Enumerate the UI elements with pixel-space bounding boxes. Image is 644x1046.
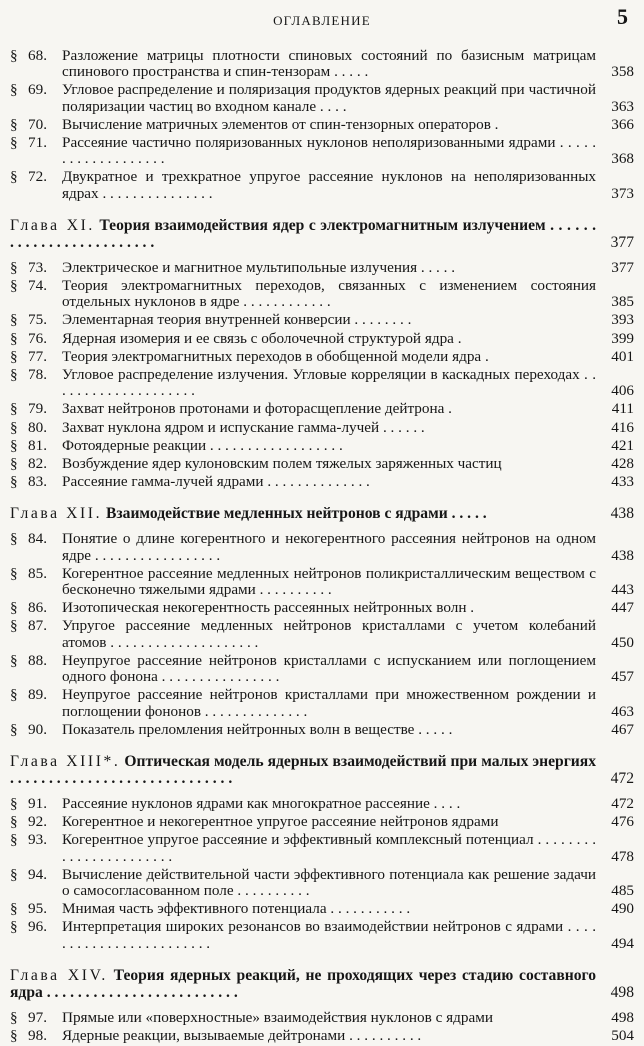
entry-title: Показатель преломления нейтронных волн в веществе . . . . . [62,720,453,738]
section-sign: § [10,277,18,295]
entry-body [62,135,634,167]
section-number [10,401,62,417]
entry-title: Рассеяние гамма-лучей ядрами . . . . . . . . . . . . . . [62,473,370,491]
entry-title: Когерентное упругое рассеяние и эффективный комплексный потенциал . . . . . . . . . . . . . . . . . . . . . . . [62,831,596,865]
section-num: 74. [28,277,47,295]
section-num: 87. [28,617,47,635]
section-sign: § [10,831,18,849]
section-number [10,687,62,703]
section-num: 82. [28,455,47,473]
section-num: 80. [28,418,47,436]
page-header [0,0,644,36]
entry-page: 368 [611,150,634,168]
section-num: 93. [28,831,47,849]
section-sign: § [10,366,18,384]
entry-title: Неупругое рассеяние нейтронов кристаллами с испусканием или поглощением одного фонона . . . . . . . . . . . . . . . . [62,651,596,686]
entry-body [62,814,634,830]
entry-page: 363 [611,97,634,115]
section-sign: § [10,168,18,186]
toc-entry [10,82,634,114]
toc-entry [10,867,634,899]
entry-title: Рассеяние частично поляризованных нуклонов неполяризованными ядрами . . . . . . . . . . . . . . . . . . . [62,134,596,168]
entry-title: Когерентное рассеяние медленных нейтронов поликристаллическим веществом с бесконечно тяжелыми ядрами . . . . . . . . . . [62,564,596,599]
entry-title: Теория электромагнитных переходов в обобщенной модели ядра . [62,347,489,365]
section-sign: § [10,455,18,473]
entry-body [62,618,634,650]
entry-body [62,401,634,417]
section-sign: § [10,813,18,831]
chapter-heading [10,505,634,522]
section-sign: § [10,865,18,883]
section-num: 97. [28,1008,47,1026]
entry-body [62,566,634,598]
section-num: 68. [28,47,47,64]
chapter-label: Глава XIII*. [10,752,121,770]
section-number [10,618,62,634]
section-number [10,1028,62,1044]
toc-entry [10,919,634,951]
entry-page: 443 [611,581,634,599]
section-number [10,919,62,935]
entry-title: Разложение матрицы плотности спиновых состояний по базисным матрицам спинового пространства и спин-тензорам . . . . . [62,47,596,81]
toc-entry [10,474,634,490]
entry-page: 377 [611,258,634,276]
section-sign: § [10,794,18,812]
entry-page: 478 [611,847,634,865]
section-num: 72. [28,168,47,186]
entry-page: 373 [611,184,634,202]
entry-page: 366 [611,115,634,133]
entry-title: Двукратное и трехкратное упругое рассеяние нуклонов на неполяризованных ядрах . . . . . . . . . . . . . . . [62,168,596,202]
section-number [10,260,62,276]
section-number [10,796,62,812]
section-sign: § [10,651,18,669]
section-num: 73. [28,258,47,276]
entry-title: Электрическое и магнитное мультипольные излучения . . . . . [62,258,456,276]
section-num: 69. [28,81,47,99]
entry-body [62,260,634,276]
entry-body [62,331,634,347]
entry-body [62,867,634,899]
section-num: 90. [28,720,47,738]
section-number [10,331,62,347]
toc-entry [10,600,634,616]
section-number [10,814,62,830]
section-sign: § [10,1026,18,1044]
section-number [10,901,62,917]
toc-entry [10,278,634,310]
entry-body [62,312,634,328]
section-sign: § [10,400,18,418]
section-number [10,349,62,365]
entry-page: 498 [611,1008,634,1026]
entry-body [62,474,634,490]
section-number [10,566,62,582]
entry-page: 411 [611,400,634,418]
entry-page: 358 [611,63,634,81]
toc-entry [10,531,634,563]
section-sign: § [10,686,18,704]
entry-body [62,169,634,201]
section-sign: § [10,311,18,329]
chapter-heading [10,753,634,787]
chapter-text [10,217,596,251]
entry-body [62,278,634,310]
entry-page: 457 [611,668,634,686]
section-sign: § [10,918,18,936]
entry-page: 447 [611,599,634,617]
chapter-label: Глава XI. [10,216,95,234]
section-num: 79. [28,400,47,418]
chapter-text [10,967,596,1001]
entry-body [62,420,634,436]
entry-title: Интерпретация широких резонансов во взаимодействии нейтронов с ядрами . . . . . . . . . . . . . . . . . . . . . . . . [62,918,596,952]
section-num: 84. [28,530,47,548]
section-number [10,438,62,454]
entry-body [62,796,634,812]
chapter-heading [10,217,634,251]
toc-entry [10,260,634,276]
entry-title: Понятие о длине когерентного и некогерентного рассеяния нейтронов на одном ядре . . . . . . . . . . . . . . . . . [62,530,596,564]
entry-title: Угловое распределение излучения. Угловые корреляции в каскадных переходах . . . . . . . . . . . . . . . . . . . . [62,366,596,400]
entry-body [62,117,634,133]
entry-body [62,531,634,563]
entry-title: Возбуждение ядер кулоновским полем тяжелых заряженных частиц [62,455,502,473]
chapter-title: Теория взаимодействия ядер с электромагнитным излучением . . . . . . . . . . . . . . . . . . . . . . . . . [10,216,596,251]
toc-entry [10,438,634,454]
toc-entry [10,117,634,133]
section-sign: § [10,436,18,454]
section-number [10,1010,62,1026]
toc-entry [10,331,634,347]
entry-page: 401 [611,347,634,365]
chapter-title: Оптическая модель ядерных взаимодействий при малых энергиях . . . . . . . . . . . . . . . . . . . . . . . . . . . . . [10,752,596,787]
toc-entry [10,349,634,365]
toc-entry [10,401,634,417]
page-title: ОГЛАВЛЕНИЕ [273,13,371,28]
toc-entry [10,832,634,864]
toc-entry [10,456,634,472]
section-sign: § [10,347,18,365]
section-num: 86. [28,599,47,617]
entry-title: Угловое распределение и поляризация продуктов ядерных реакций при частичной поляризации частиц во входном канале . . . . [62,81,596,115]
chapter-title: Взаимодействие медленных нейтронов с ядрами . . . . . [105,505,487,523]
entry-body [62,82,634,114]
entry-page: 406 [611,382,634,400]
toc-entry [10,618,634,650]
section-sign: § [10,134,18,152]
chapter-page: 377 [610,233,634,251]
section-sign: § [10,81,18,99]
section-num: 78. [28,366,47,384]
toc-entry [10,367,634,399]
section-num: 98. [28,1026,47,1044]
section-sign: § [10,473,18,491]
entry-page: 421 [611,436,634,454]
section-num: 96. [28,918,47,936]
entry-page: 467 [611,720,634,738]
section-num: 75. [28,311,47,329]
chapter-text [10,505,596,522]
section-number [10,367,62,383]
entry-title: Захват нуклона ядром и испускание гамма-лучей . . . . . . [62,418,425,436]
entry-page: 433 [611,473,634,491]
section-number [10,278,62,294]
section-num: 91. [28,794,47,812]
section-num: 95. [28,900,47,918]
toc-entry [10,722,634,738]
entry-title: Элементарная теория внутренней конверсии . . . . . . . . [62,311,412,329]
section-num: 83. [28,473,47,491]
toc-entry [10,169,634,201]
entry-title: Мнимая часть эффективного потенциала . . . . . . . . . . . [62,900,411,918]
entry-title: Вычисление действительной части эффективного потенциала как решение задачи о самосогласованном поле . . . . . . . . . . [62,865,596,899]
entry-page: 490 [611,900,634,918]
section-number [10,312,62,328]
entry-body [62,722,634,738]
entry-title: Изотопическая некогерентность рассеянных нейтронных волн . [62,599,475,617]
section-number [10,117,62,133]
entry-body [62,1010,634,1026]
section-number [10,722,62,738]
entry-page: 472 [611,794,634,812]
toc-entry [10,312,634,328]
entry-title: Рассеяние нуклонов ядрами как многократное рассеяние . . . . [62,794,461,812]
table-of-contents [10,48,634,1046]
section-number [10,169,62,185]
toc-entry [10,814,634,830]
section-sign: § [10,564,18,582]
entry-page: 438 [611,546,634,564]
section-sign: § [10,329,18,347]
section-num: 77. [28,347,47,365]
entry-title: Ядерные реакции, вызываемые дейтронами . . . . . . . . . . [62,1026,422,1044]
entry-title: Ядерная изомерия и ее связь с оболочечной структурой ядра . [62,329,462,347]
toc-entry [10,1028,634,1044]
section-number [10,653,62,669]
section-number [10,600,62,616]
entry-body [62,456,634,472]
entry-body [62,600,634,616]
section-number [10,474,62,490]
section-sign: § [10,617,18,635]
chapter-label: Глава XII. [10,505,103,523]
entry-page: 494 [611,934,634,952]
section-num: 94. [28,865,47,883]
entry-body [62,367,634,399]
toc-entry [10,687,634,719]
entry-body [62,48,634,80]
chapter-title: Теория ядерных реакций, не проходящих через стадию составного ядра . . . . . . . . . . . . . . . . . . . . . . . . . [10,966,597,1001]
section-sign: § [10,115,18,133]
chapter-text [10,753,596,787]
entry-body [62,653,634,685]
section-sign: § [10,720,18,738]
section-number [10,420,62,436]
section-num: 85. [28,564,47,582]
section-number [10,867,62,883]
entry-page: 399 [611,329,634,347]
entry-page: 463 [611,702,634,720]
section-num: 92. [28,813,47,831]
entry-title: Упругое рассеяние медленных нейтронов кристаллами с учетом колебаний атомов . . . . . . . . . . . . . . . . . . . . [62,617,596,651]
page-number: 5 [617,4,628,29]
toc-entry [10,901,634,917]
toc-entry [10,420,634,436]
toc-entry [10,135,634,167]
entry-page: 504 [611,1026,634,1044]
chapter-page: 472 [610,769,634,787]
entry-page: 485 [611,881,634,899]
section-num: 71. [28,134,47,152]
entry-page: 393 [611,311,634,329]
entry-title: Захват нейтронов протонами и фоторасщепление дейтрона . [62,400,452,418]
section-number [10,48,62,64]
entry-page: 476 [611,813,634,831]
section-num: 88. [28,651,47,669]
entry-page: 416 [611,418,634,436]
section-sign: § [10,47,18,64]
section-number [10,82,62,98]
entry-page: 385 [611,293,634,311]
toc-entry [10,566,634,598]
section-num: 70. [28,115,47,133]
entry-title: Фотоядерные реакции . . . . . . . . . . . . . . . . . . [62,436,343,454]
toc-entry [10,653,634,685]
chapter-label: Глава XIV. [10,966,108,984]
section-sign: § [10,418,18,436]
section-num: 76. [28,329,47,347]
entry-title: Вычисление матричных элементов от спин-тензорных операторов . [62,115,499,133]
entry-body [62,349,634,365]
chapter-page: 498 [610,983,634,1001]
section-number [10,456,62,472]
entry-title: Когерентное и некогерентное упругое рассеяние нейтронов ядрами [62,813,499,831]
entry-title: Теория электромагнитных переходов, связанных с изменением состояния отдельных нуклонов в ядре . . . . . . . . . . . . [62,277,596,311]
section-number [10,531,62,547]
section-sign: § [10,258,18,276]
entry-body [62,832,634,864]
section-sign: § [10,530,18,548]
entry-body [62,919,634,951]
section-sign: § [10,599,18,617]
toc-entry [10,1010,634,1026]
entry-body [62,901,634,917]
entry-title: Прямые или «поверхностные» взаимодействия нуклонов с ядрами [62,1008,493,1026]
chapter-page: 438 [610,505,634,523]
entry-page: 428 [611,455,634,473]
entry-body [62,438,634,454]
section-number [10,832,62,848]
section-sign: § [10,1008,18,1026]
section-sign: § [10,900,18,918]
chapter-heading [10,967,634,1001]
entry-body [62,687,634,719]
section-num: 89. [28,686,47,704]
toc-entry [10,796,634,812]
section-number [10,135,62,151]
entry-page: 450 [611,633,634,651]
entry-title: Неупругое рассеяние нейтронов кристаллами при множественном рождении и поглощении фононов . . . . . . . . . . . . . . [62,686,596,720]
section-num: 81. [28,436,47,454]
toc-entry [10,48,634,80]
entry-body [62,1028,634,1044]
